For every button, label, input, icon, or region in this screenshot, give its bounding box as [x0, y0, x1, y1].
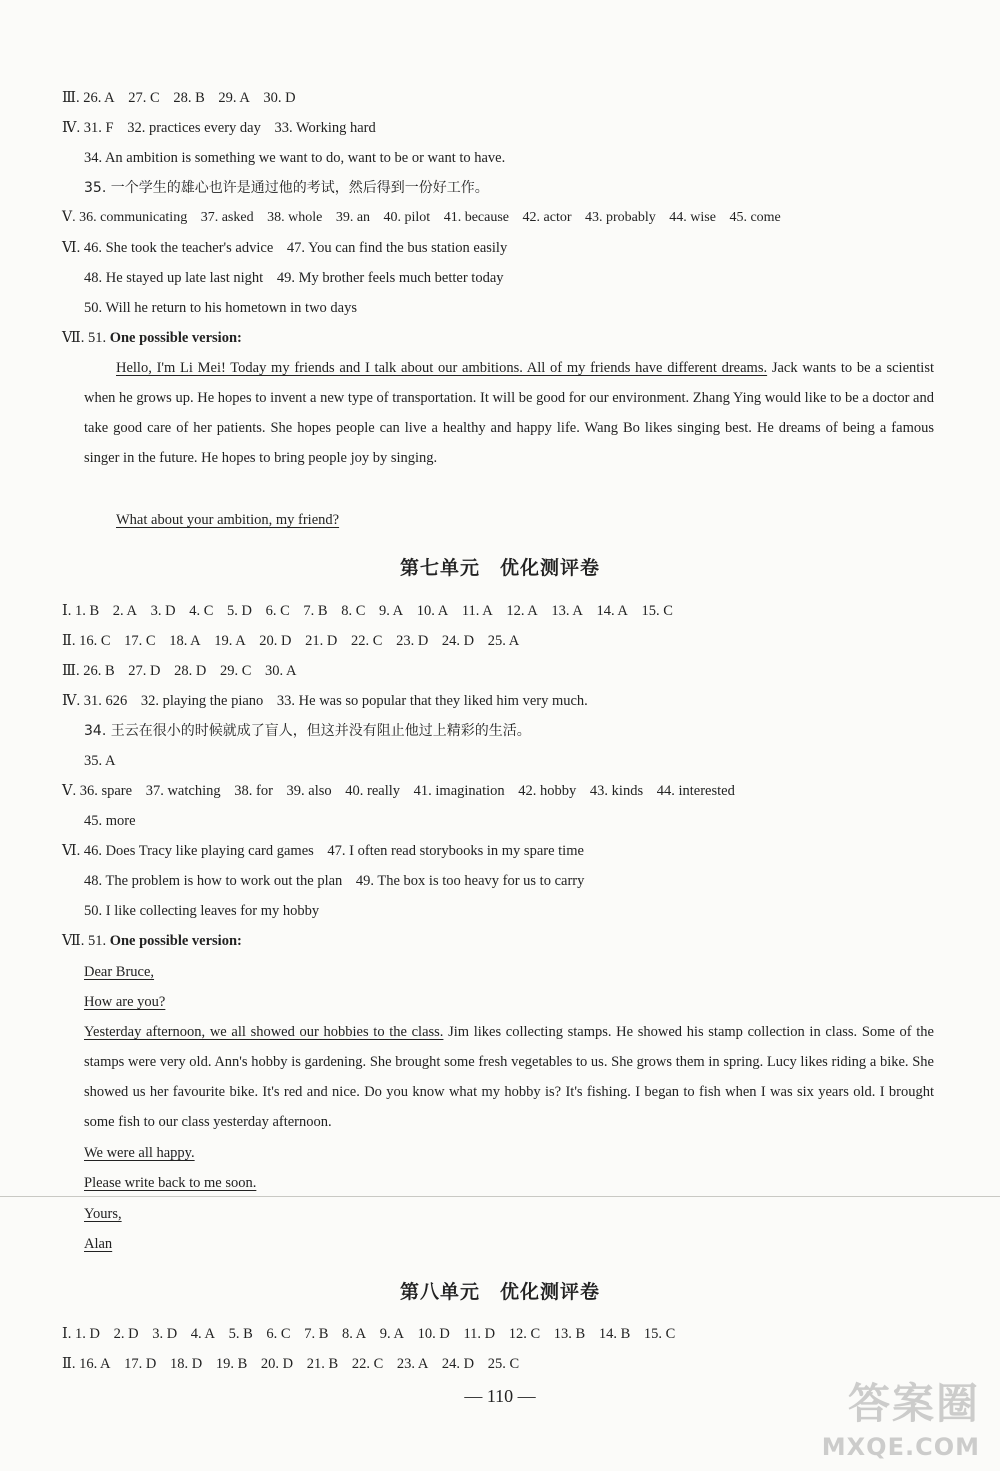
- answer-item: 2. D: [113, 1326, 139, 1342]
- u6-sec3-row: [62, 88, 940, 108]
- answer-item: 12. C: [508, 1326, 541, 1342]
- section-number: Ⅶ. 51.: [62, 933, 107, 949]
- u8-sec1-row: [62, 1324, 940, 1344]
- answer-item: 25. A: [487, 633, 520, 649]
- answer-item: 23. D: [396, 633, 429, 649]
- answer-item: 21. B: [306, 1356, 339, 1372]
- answer-item: 47. You can find the bus station easily: [286, 240, 508, 256]
- page-fold-line: [0, 1196, 1000, 1197]
- u7-sec4-row: [62, 691, 940, 711]
- answer-item: Ⅳ. 31. F: [62, 120, 114, 136]
- answer-item: 3. D: [152, 1326, 178, 1342]
- answer-item: 19. B: [215, 1356, 248, 1372]
- answer-item: 41. because: [443, 210, 510, 225]
- answer-item: Ⅰ. 1. B: [62, 603, 100, 619]
- u7-sec1-row: [62, 601, 940, 621]
- u6-sec4-row: [62, 118, 940, 138]
- answer-item: 30. D: [263, 90, 296, 106]
- answer-item: Ⅴ. 36. spare: [62, 783, 133, 799]
- answer-item: 9. A: [378, 603, 404, 619]
- section-number: Ⅶ. 51.: [62, 330, 107, 346]
- unit7-title: 第七单元: [399, 557, 480, 579]
- letter-how: [84, 992, 940, 1012]
- letter-happy: [84, 1143, 940, 1163]
- unit8-subtitle: 优化测评卷: [500, 1281, 601, 1303]
- answer-item: 4. C: [189, 603, 214, 619]
- letter-body: [84, 1017, 934, 1137]
- u7-answer-35: 35. A: [84, 753, 116, 769]
- answer-item: 14. A: [596, 603, 628, 619]
- answer-item: 27. C: [128, 90, 160, 106]
- u7-sec5-row: [62, 781, 940, 801]
- answer-item: 39. an: [335, 210, 371, 225]
- version-label: One possible version:: [109, 330, 242, 346]
- answer-item: 5. D: [226, 603, 252, 619]
- u7-sec2-row: [62, 631, 940, 651]
- u6-answer-35: 35. 一个学生的雄心也许是通过他的考试，然后得到一份好工作。: [84, 180, 489, 196]
- u6-sec7-label: [62, 328, 940, 348]
- how-text: How are you?: [84, 994, 166, 1010]
- answer-item: 32. practices every day: [127, 120, 261, 136]
- answer-item: 13. B: [553, 1326, 586, 1342]
- write-back-text: Please write back to me soon.: [84, 1175, 257, 1191]
- answer-item: 5. B: [228, 1326, 253, 1342]
- answer-item: 17. C: [124, 633, 156, 649]
- essay-closing: What about your ambition, my friend?: [116, 512, 340, 528]
- answer-item: 3. D: [150, 603, 176, 619]
- answer-item: 47. I often read storybooks in my spare time: [327, 843, 584, 859]
- answer-item: 14. B: [598, 1326, 631, 1342]
- unit7-subtitle: 优化测评卷: [500, 557, 601, 579]
- answer-item: 43. kinds: [589, 783, 644, 799]
- answer-item: 43. probably: [585, 210, 656, 225]
- watermark-top: 答案圈: [847, 1379, 980, 1428]
- answer-item: 48. He stayed up late last night: [84, 270, 264, 286]
- answer-item: 45. come: [729, 210, 781, 225]
- u6-answer-34: 34. An ambition is something we want to do, want to be or want to have.: [84, 150, 506, 166]
- answer-item: 42. hobby: [518, 783, 577, 799]
- u6-sec6-row1: [62, 238, 940, 258]
- answer-item: 48. The problem is how to work out the plan: [84, 873, 343, 889]
- answer-item: 20. D: [259, 633, 292, 649]
- answer-item: 18. A: [169, 633, 201, 649]
- answer-item: 38. whole: [267, 210, 323, 225]
- answer-item: 32. playing the piano: [140, 693, 264, 709]
- watermark-logo: [808, 1371, 988, 1461]
- answer-item: 42. actor: [522, 210, 572, 225]
- greeting-text: Dear Bruce,: [84, 964, 155, 980]
- answer-item: 2. A: [112, 603, 137, 619]
- answer-item: Ⅵ. 46. Does Tracy like playing card games: [62, 843, 314, 859]
- answer-item: 40. really: [345, 783, 401, 799]
- answer-item: 37. asked: [200, 210, 254, 225]
- answer-item: 39. also: [286, 783, 332, 799]
- watermark-bottom: MXQE.COM: [821, 1433, 980, 1461]
- letter-write-back: [84, 1173, 940, 1193]
- answer-item: 49. My brother feels much better today: [276, 270, 504, 286]
- answer-item: 44. wise: [669, 210, 716, 225]
- signature-text: Alan: [84, 1236, 113, 1252]
- u6-sec5-row: [62, 208, 940, 228]
- answer-item: 9. A: [379, 1326, 404, 1342]
- answer-item: 10. A: [416, 603, 449, 619]
- answer-item: Ⅲ. 26. B: [62, 663, 115, 679]
- u6-sec6-row2: [84, 268, 940, 288]
- answer-item: 11. D: [463, 1326, 496, 1342]
- answer-item: 25. C: [487, 1356, 520, 1372]
- answer-item: 24. D: [441, 633, 475, 649]
- answer-item: 29. C: [220, 663, 252, 679]
- answer-item: 8. A: [341, 1326, 367, 1342]
- answer-item: 24. D: [441, 1356, 475, 1372]
- answer-item: 20. D: [260, 1356, 294, 1372]
- answer-item: 6. C: [265, 603, 290, 619]
- u7-answer-45: 45. more: [84, 813, 136, 829]
- answer-item: 22. C: [351, 633, 383, 649]
- answer-item: 23. A: [396, 1356, 429, 1372]
- u7-sec7-label: [62, 931, 940, 951]
- answer-item: Ⅵ. 46. She took the teacher's advice: [62, 240, 274, 256]
- answer-item: Ⅲ. 26. A: [62, 90, 115, 106]
- answer-item: 29. A: [218, 90, 250, 106]
- answer-item: 33. He was so popular that they liked him very much.: [276, 693, 588, 709]
- answer-item: 18. D: [170, 1356, 203, 1372]
- answer-item: 13. A: [551, 603, 583, 619]
- answer-item: 28. B: [173, 90, 205, 106]
- answer-item: Ⅳ. 31. 626: [62, 693, 128, 709]
- answer-item: 41. imagination: [413, 783, 505, 799]
- answer-item: 7. B: [303, 603, 328, 619]
- answer-item: 8. C: [341, 603, 366, 619]
- unit7-heading: [0, 553, 1000, 580]
- u7-answer-50: 50. I like collecting leaves for my hobby: [84, 903, 320, 919]
- u7-sec6-row2: [84, 871, 940, 891]
- answer-item: 21. D: [305, 633, 338, 649]
- happy-text: We were all happy.: [84, 1145, 195, 1161]
- answer-item: 22. C: [351, 1356, 384, 1372]
- page-number: — 110 —: [464, 1386, 536, 1406]
- letter-topic-sentence: Yesterday afternoon, we all showed our hobbies to the class.: [84, 1024, 444, 1040]
- answer-item: 19. A: [214, 633, 246, 649]
- answer-item: Ⅴ. 36. communicating: [62, 210, 188, 225]
- answer-item: Ⅰ. 1. D: [62, 1326, 100, 1342]
- answer-item: 10. D: [417, 1326, 450, 1342]
- answer-item: 38. for: [234, 783, 273, 799]
- u7-answer-34: 34. 王云在很小的时候就成了盲人，但这并没有阻止他过上精彩的生活。: [84, 723, 531, 739]
- letter-greeting: [84, 962, 940, 982]
- version-label: One possible version:: [109, 933, 242, 949]
- answer-item: 30. A: [265, 663, 297, 679]
- answer-item: 40. pilot: [383, 210, 431, 225]
- answer-item: 17. D: [124, 1356, 157, 1372]
- essay-body: Jack wants to be a scientist when he grows up. He hopes to invent a new type of transportation. It will be good for our environment. Zhang Ying would like to be a doctor and take good care of her patients. She hopes people can live a healthy and happy life. Wang Bo likes singing best. He dreams of being a famous singer in the future. He hopes to bring people joy by singing.: [84, 360, 934, 466]
- answer-item: 12. A: [506, 603, 538, 619]
- answer-item: 15. C: [641, 603, 673, 619]
- answer-item: 11. A: [461, 603, 493, 619]
- answer-item: 33. Working hard: [274, 120, 376, 136]
- answer-item: 15. C: [643, 1326, 676, 1342]
- answer-item: 28. D: [174, 663, 207, 679]
- answer-item: Ⅱ. 16. C: [62, 633, 111, 649]
- u6-answer-50: 50. Will he return to his hometown in two days: [84, 300, 358, 316]
- u6-essay: [84, 353, 934, 473]
- answer-item: 37. watching: [145, 783, 221, 799]
- letter-signature: [84, 1234, 940, 1254]
- essay-topic-sentence: Hello, I'm Li Mei! Today my friends and I talk about our ambitions. All of my friends have different dreams.: [116, 360, 768, 376]
- answer-item: 44. interested: [656, 783, 735, 799]
- answer-item: 49. The box is too heavy for us to carry: [355, 873, 585, 889]
- u6-essay-last: [116, 510, 940, 530]
- answer-item: 27. D: [128, 663, 161, 679]
- letter-body-text: Jim likes collecting stamps. He showed his stamp collection in class. Some of the stamps were very old. Ann's hobby is gardening. She brought some fresh vegetables to us. She grows them in spring. Lucy likes riding a bike. She showed us her favourite bike. It's red and nice. Do you know what my hobby is? It's fishing. I began to fish when I was six years old. I brought some fish to our class yesterday afternoon.: [84, 1024, 934, 1130]
- closing-text: Yours,: [84, 1206, 122, 1222]
- answer-item: 4. A: [190, 1326, 215, 1342]
- answer-item: Ⅱ. 16. A: [62, 1356, 111, 1372]
- unit8-title: 第八单元: [399, 1281, 480, 1303]
- answer-item: 6. C: [266, 1326, 291, 1342]
- unit8-heading: [0, 1277, 1000, 1304]
- u7-sec3-row: [62, 661, 940, 681]
- answer-item: 7. B: [304, 1326, 329, 1342]
- u7-sec6-row1: [62, 841, 940, 861]
- letter-closing: [84, 1204, 940, 1224]
